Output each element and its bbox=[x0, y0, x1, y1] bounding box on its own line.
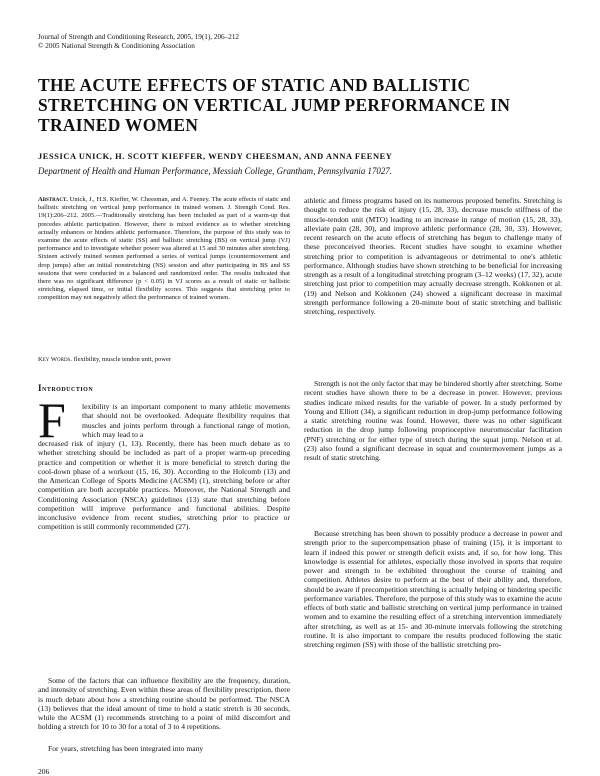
page-number: 206 bbox=[38, 767, 50, 776]
right-paragraph-2: Strength is not the only factor that may be hindered shortly after stretching. Some recent studies have shown there to be a decrease in power. However, previous studies indicate mixed results for the variable of power. In a study performed by Young and Elliott (34), a significant reduction in drop-jump performance following a static stretching routine was found. However, there was no other significant reduction in the drop jump following proprioceptive neuromuscular facilitation (PNF) stretching or for either type of stretch during the squat jump. Nelson et al. (23) also found a significant decrease in squat and countermovement jumps as a result of static stretching. bbox=[304, 379, 563, 462]
intro-paragraph-1-rest: decreased risk of injury (1, 13). Recently, there has been much debate as to whether stretching should be included as part of a proper warm-up preceding practice and competition or whether it is more beneficial to stretch during the cool-down phase of a workout (15, 16, 30). According to the Holcomb (13) and the American College of Sports Medicine (ACSM) (1), stretching before or after competition are both acceptable practices. Moreover, the National Strength and Conditioning Association (NSCA) guidelines (13) state that stretching before competition will improve performance and functional abilities. Despite inconclusive evidence from recent studies, stretching prior to practice or competition is still commonly recommended (27). bbox=[38, 439, 290, 532]
keywords bbox=[38, 356, 290, 364]
article-title: THE ACUTE EFFECTS OF STATIC AND BALLISTIC STRETCHING ON VERTICAL JUMP PERFORMANCE IN TRAINED WOMEN bbox=[38, 75, 511, 135]
abstract-text: Unick, J., H.S. Kieffer, W. Cheesman, and A. Feeney. The acute effects of static and ballistic stretching on vertical jump performance in trained women. J. Strength Cond. Res. 19(1):206–212. 2005.—Traditionally stretching has been included as part of a warm-up that precedes athletic participation. However, there is mixed evidence as to whether stretching actually enhances or hinders athletic performance. Therefore, the purpose of this study was to examine the acute effects of static (SS) and ballistic stretching (BS) on vertical jump (VJ) performance and to investigate whether power was altered at 15 and 30 minutes after stretching. Sixteen actively trained women performed a series of vertical jumps (countermovement and drop jumps) after an initial nonstretching (NS) session and after participating in BS and SS sessions that were conducted in a balanced and randomized order. The results indicated that there was no significant difference (p < 0.05) in VJ scores as a result of static or ballistic stretching, elapsed time, or initial flexibility scores. This suggests that stretching prior to competition may not negatively affect the performance of trained women. bbox=[38, 196, 290, 302]
keywords-text: flexibility, muscle tendon unit, power bbox=[73, 356, 172, 363]
abstract bbox=[38, 196, 290, 303]
drop-cap: F bbox=[38, 392, 66, 448]
journal-citation: Journal of Strength and Conditioning Research, 2005, 19(1), 206–212 bbox=[38, 33, 240, 41]
intro-paragraph-3: For years, stretching has been integrated into many bbox=[48, 744, 204, 753]
introduction-heading: Introduction bbox=[38, 383, 94, 393]
author-affiliation: Department of Health and Human Performance, Messiah College, Grantham, Pennsylvania 17027. bbox=[38, 166, 392, 176]
copyright-notice: © 2005 National Strength & Conditioning Association bbox=[38, 42, 195, 50]
right-paragraph-1: athletic and fitness programs based on its numerous proposed benefits. Stretching is thought to reduce the risk of injury (15, 28, 33), decrease muscle stiffness of the muscle-tendon unit (MTO) leading to an increase in range of motion (15, 28, 33), alleviate pain (28, 30), and improve athletic performance (28, 30, 33). However, recent research on the acute effects of stretching has begun to challenge many of these preconceived theories. Recent studies have sought to examine whether stretching prior to competition is advantageous or detrimental to one's athletic performance. Although studies have shown stretching to be beneficial for increasing strength as a result of a longitudinal stretching program (3–12 weeks) (17, 32), acute stretching just prior to competition may actually decrease strength. Kokkonen et al. (19) and Nelson and Kokkonen (24) showed a significant decrease in maximal strength performance following a 20-minute bout of static stretching and ballistic stretching, respectively. bbox=[304, 196, 562, 316]
journal-header bbox=[38, 33, 239, 51]
keywords-label: Key Words. bbox=[38, 356, 72, 363]
intro-paragraph-1-start: lexibility is an important component to many athletic movements that should not be overlooked. Adequate flexibility requires that muscles and joints perform through a functional range of motion, which may lead to a bbox=[82, 402, 290, 439]
right-paragraph-3: Because stretching has been shown to possibly produce a decrease in power and strength prior to the supercompensation phase of training (15), it is important to learn if indeed this power or strength deficit exists and, if so, for how long. This knowledge is essential for athletes, especially those involved in sports that require power and strength to be exhibited throughout the course of training and competition. Athletes desire to perform at the best of their ability and, therefore, should be aware if precompetition stretching is actually helping or hindering specific performance variables. Therefore, the purpose of this study was to examine the acute effects of both static and ballistic stretching on vertical jump performance in trained women and to examine the resulting effect of a stretching intervention immediately after stretching, as well as at 15- and 30-minute intervals following the stretching routine. It is also important to compare the results produced following the static stretching regimen (SS) with those of the ballistic stretching pro- bbox=[304, 529, 562, 649]
intro-paragraph-2: Some of the factors that can influence flexibility are the frequency, duration, and intensity of stretching. Even within these areas of flexibility prescription, there is much debate about how a stretching routine should be performed. The NSCA (13) believes that the ideal amount of time to hold a static stretch is 30 seconds, while the ACSM (1) recommends stretching to a point of mild discomfort and holding a stretch for 10 to 30 for a total of 3 to 4 repetitions. bbox=[38, 676, 290, 732]
author-list: JESSICA UNICK, H. SCOTT KIEFFER, WENDY CHEESMAN, AND ANNA FEENEY bbox=[38, 152, 393, 161]
abstract-label: Abstract. bbox=[38, 196, 68, 203]
